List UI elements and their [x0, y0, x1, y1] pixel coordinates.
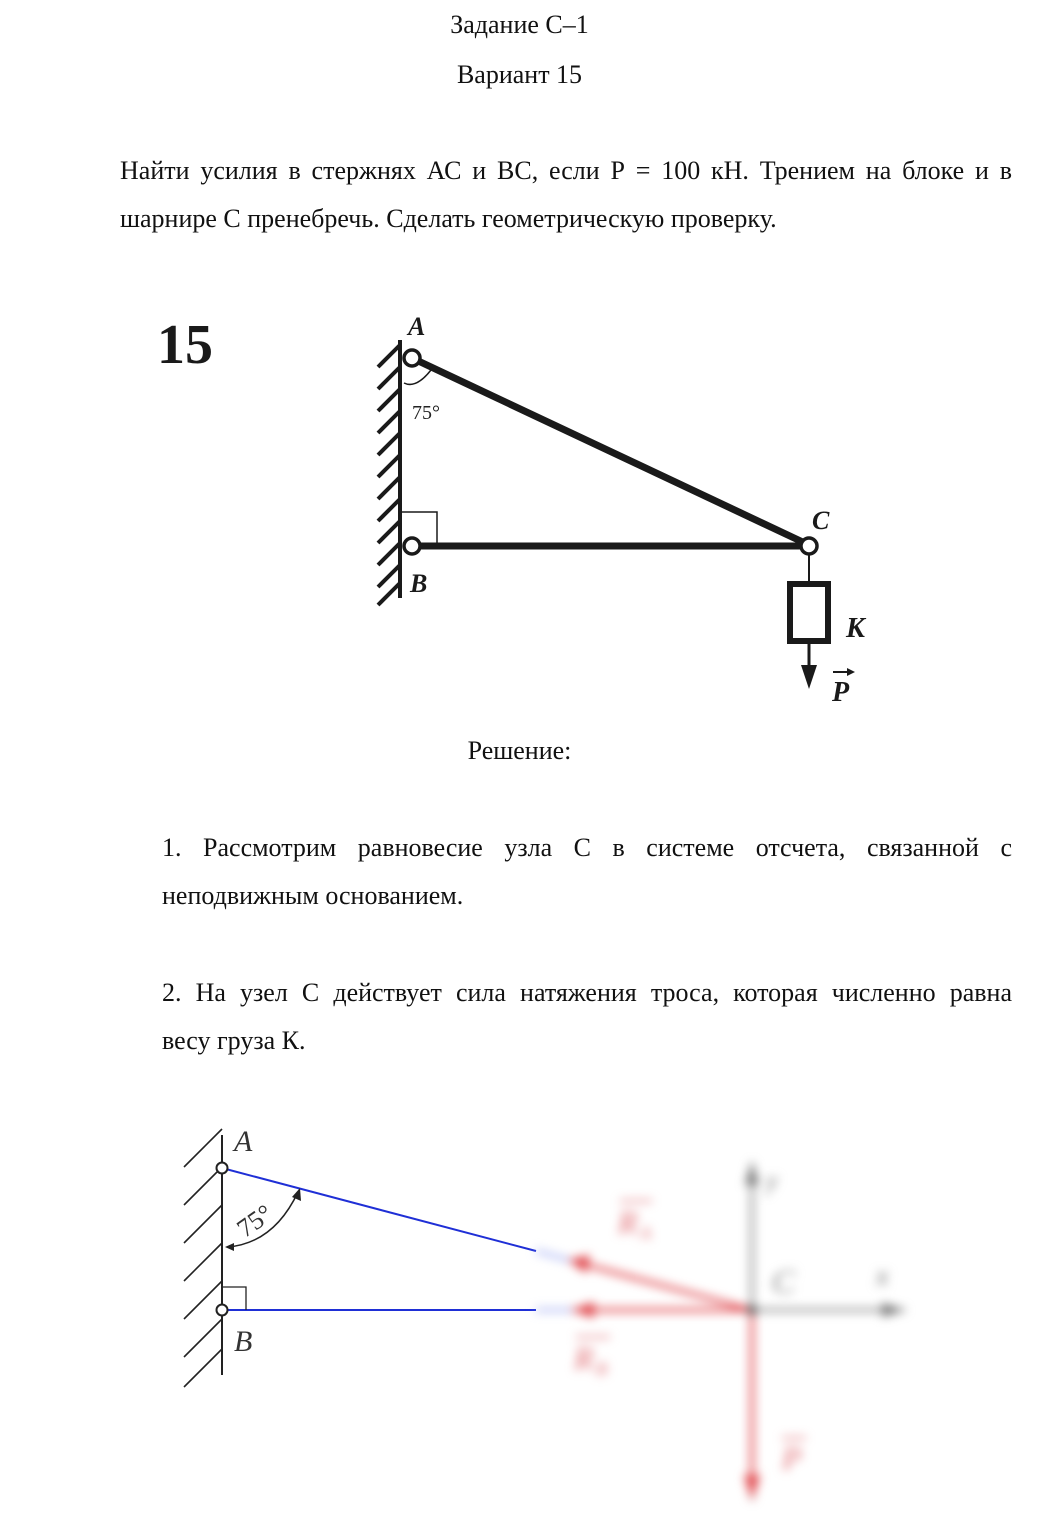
problem-statement: [77, 147, 1012, 243]
solution-step-2: [77, 969, 1012, 1065]
problem-line-2: шарнире С пренебречь. Сделать геометрическую проверку.: [120, 204, 777, 233]
label-a-2: A: [234, 1125, 253, 1158]
axis-y-arrowhead: [745, 1161, 759, 1185]
hinge-b-2: [217, 1305, 228, 1316]
force-p-arrowhead: [801, 665, 817, 689]
hinge-a-2: [217, 1163, 228, 1174]
angle-label: 75°: [412, 402, 440, 424]
axis-x-label: x: [876, 1261, 889, 1292]
solution-heading: Решение:: [467, 736, 572, 765]
label-k: К: [846, 613, 865, 644]
hinge-c: [801, 538, 817, 554]
hinge-b: [404, 538, 420, 554]
rod-ac: [412, 358, 809, 545]
force-ra-label: [617, 1201, 652, 1243]
label-b-2: B: [234, 1325, 253, 1358]
svg-text:R: R: [574, 1340, 594, 1376]
angle-arc-a: [404, 370, 431, 384]
svg-text:P: P: [782, 1440, 802, 1476]
step2-line-2: весу груза К.: [162, 1026, 306, 1055]
node-c-2: [747, 1305, 757, 1315]
load-k: [790, 584, 828, 641]
svg-text:B: B: [596, 1359, 607, 1379]
wall-hatching: [378, 345, 400, 605]
force-rb-label: [573, 1337, 610, 1379]
angle-arrowhead-bottom: [225, 1243, 234, 1251]
label-c-2: C: [772, 1264, 795, 1301]
axis-x-arrowhead: [882, 1303, 906, 1317]
blurred-force-region: [536, 1161, 906, 1501]
force-p-2-arrowhead: [744, 1475, 760, 1501]
force-rb-arrowhead: [570, 1302, 594, 1318]
label-a: A: [408, 312, 426, 341]
figure-number: 15: [157, 314, 213, 376]
rod-ac-2: [222, 1168, 536, 1251]
axis-y-label: y: [766, 1166, 778, 1195]
variant-title: Вариант 15: [456, 60, 583, 89]
step2-line-1: 2. На узел С действует сила натяжения троса, которая численно равна: [162, 978, 1012, 1007]
task-title: Задание С–1: [450, 10, 589, 39]
angle-arrowhead-top: [292, 1188, 301, 1201]
label-p: P: [832, 677, 850, 708]
truss-figure: [360, 305, 880, 715]
label-p-vector-arrow: [833, 668, 855, 676]
force-ra-arrowhead: [568, 1255, 590, 1273]
force-p-label: [781, 1438, 806, 1476]
label-c: C: [812, 506, 830, 535]
hinge-a: [404, 350, 420, 366]
force-diagram: [170, 1115, 930, 1515]
problem-line-1: Найти усилия в стержнях АС и ВС, если Р = 100 кН. Трением на блоке и в: [120, 156, 1012, 185]
svg-text:A: A: [640, 1223, 651, 1243]
svg-text:R: R: [618, 1204, 638, 1240]
step1-line-2: неподвижным основанием.: [162, 881, 464, 910]
step1-line-1: 1. Рассмотрим равновесие узла С в системе отсчета, связанной с: [162, 833, 1012, 862]
force-ra: [572, 1261, 752, 1310]
angle-label-2: 75°: [231, 1198, 279, 1244]
label-b: B: [410, 569, 428, 598]
solution-step-1: [77, 824, 1012, 920]
